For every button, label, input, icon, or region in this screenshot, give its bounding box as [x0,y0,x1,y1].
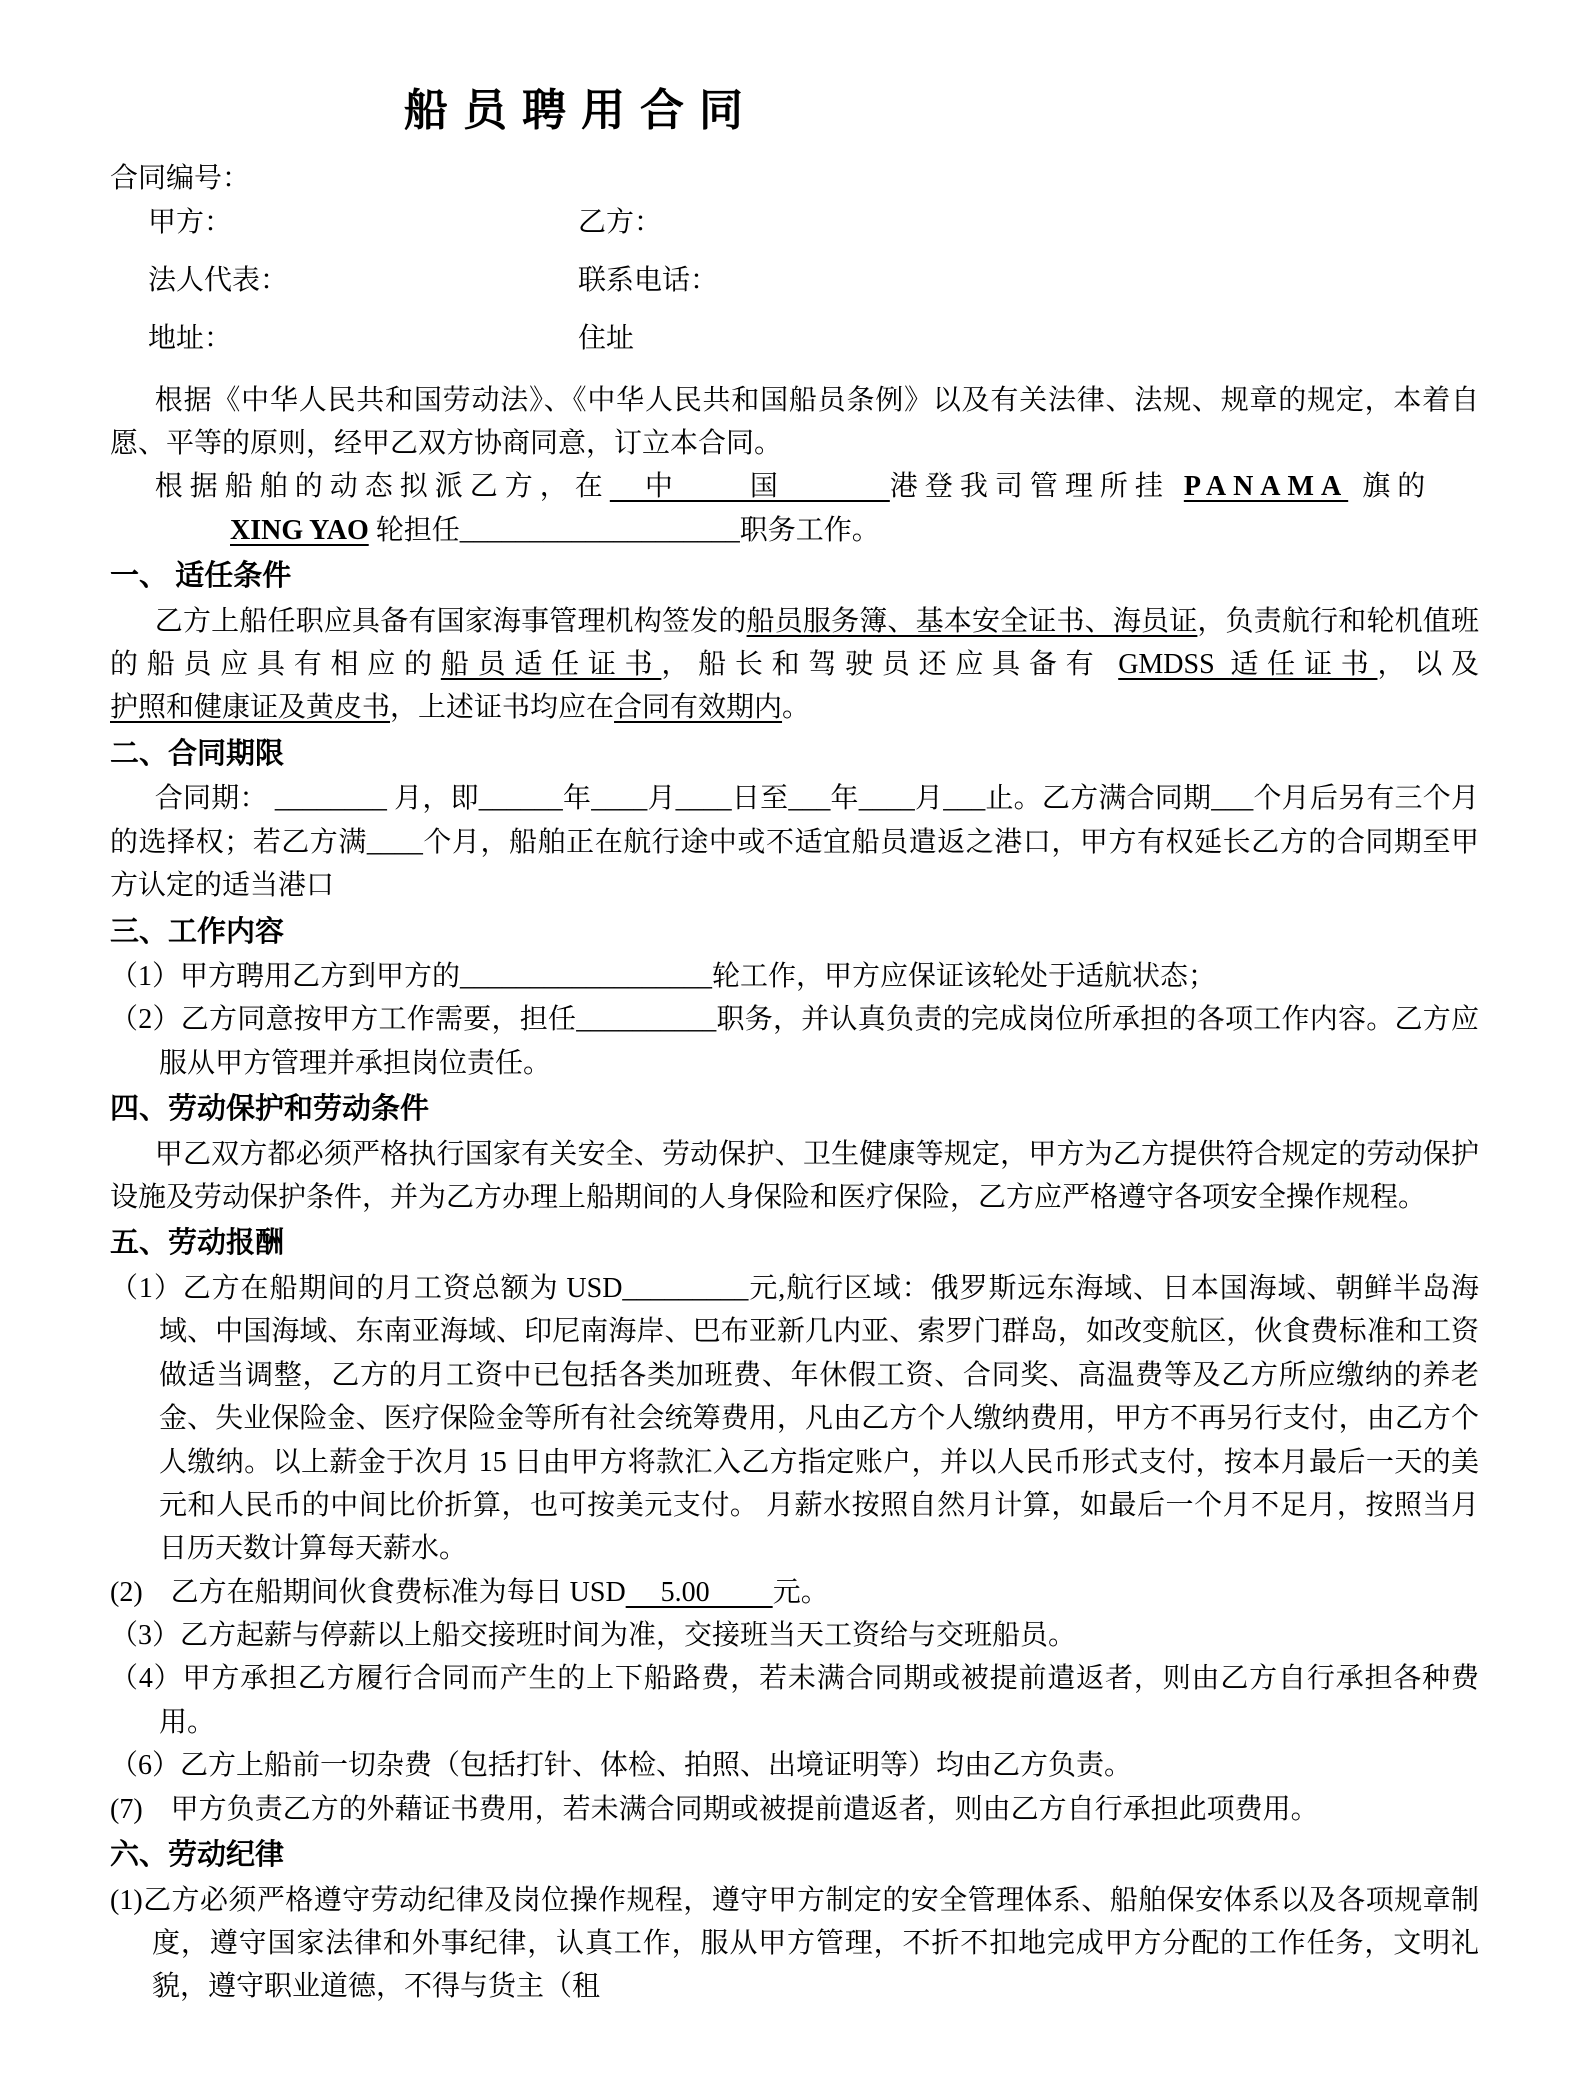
document-title: 船 员 聘 用 合 同 [404,86,745,135]
text-run: 5.00 [625,1576,773,1608]
text-run: (2) 乙方在船期间伙食费标准为每日 USD [110,1576,626,1608]
text-run: 护照和健康证及黄皮书 [110,692,391,724]
text-run: ，船长和驾驶员还应具备有 [661,649,1119,681]
dispatch-line-1 [110,465,1479,508]
address-label: 地址： [148,322,233,354]
section-5-item-4: （4）甲方承担乙方履行合同而产生的上下船路费，若未满合同期或被提前遣返者，则由乙方自行承担各种费用。 [110,1663,1479,1738]
section-5-item-6: （6）乙方上船前一切杂费（包括打针、体检、拍照、出境证明等）均由乙方负责。 [110,1750,1133,1782]
text-run: 职务工作。 [739,514,880,546]
text-run: 船员适任证书 [440,649,662,681]
section-3-item-1: （1）甲方聘用乙方到甲方的__________________轮工作，甲方应保证该轮处于适航状态； [110,961,1217,992]
text-run: ，负责航行和轮机值班的船员应具有相应的 [110,605,1479,681]
text-run: 元。 [772,1576,829,1608]
text-run: 船员服务簿、基本安全证书、海员证 [746,605,1198,637]
party-a-label: 甲方： [148,206,233,238]
section-4-heading: 四、劳动保护和劳动条件 [110,1093,430,1126]
text-run: ____________________ [459,514,740,546]
section-6-heading: 六、劳动纪律 [110,1839,285,1872]
section-4-body: 甲乙双方都必须严格执行国家有关安全、劳动保护、卫生健康等规定，甲方为乙方提供符合规定的劳动保护设施及劳动保护条件，并为乙方办理上船期间的人身保险和医疗保险，乙方应严格遵守各项安全操作规程。 [110,1138,1479,1214]
text-run: 。 [782,692,811,724]
text-run: 合同有效期内 [614,692,783,724]
section-1-body [110,600,1479,730]
party-b-label: 乙方： [578,206,663,238]
text-run: 乙方上船任职应具备有国家海事管理机构签发的 [154,605,747,637]
header-row-rep-phone [110,263,1479,298]
header-row-parties [110,205,1479,240]
residence-label: 住址 [578,322,635,354]
section-2-body: 合同期： ________ 月，即______年____月____日至___年____月___止。乙方满合同期___个月后另有三个月的选择权；若乙方满____个月，船舶正在航行途中或不适宜船员遣返之港口，甲方有权延长乙方的合同期至甲方认定的适当港口 [110,783,1479,902]
section-5-item-2 [110,1571,1479,1614]
dispatch-line-2 [230,509,1479,552]
text-run: GMDSS 适任证书 [1118,649,1378,681]
legal-rep-label: 法人代表： [148,264,289,296]
section-3-heading: 三、工作内容 [110,915,285,948]
text-run: PANAMA [1183,471,1349,503]
section-5-item-7: (7) 甲方负责乙方的外藉证书费用，若未满合同期或被提前遣返者，则由乙方自行承担此项费用。 [110,1793,1319,1825]
section-5-item-1: （1）乙方在船期间的月工资总额为 USD_________元,航行区域：俄罗斯远东海域、日本国海域、朝鲜半岛海域、中国海域、东南亚海域、印尼南海岸、巴布亚新几内亚、索罗门群岛，如改变航区，伙食费标准和工资做适当调整，乙方的月工资中已包括各类加班费、年休假工资、合同奖、高温费等及乙方所应缴纳的养老金、失业保险金、医疗保险金等所有社会统筹费用，凡由乙方个人缴纳费用，甲方不再另行支付，由乙方个人缴纳。以上薪金于次月 15 日由甲方将款汇入乙方指定账户，并以人民币形式支付，按本月最后一天的美元和人民币的中间比价折算，也可按美元支付。 月薪水按照自然月计算，如最后一个月不足月，按照当月日历天数计算每天薪水。 [110,1272,1479,1565]
preamble-paragraph: 根据《中华人民共和国劳动法》、《中华人民共和国船员条例》以及有关法律、法规、规章的规定，本着自愿、平等的原则，经甲乙双方协商同意，订立本合同。 [110,384,1479,459]
section-5-item-3: （3）乙方起薪与停薪以上船交接班时间为准，交接班当天工资给与交班船员。 [110,1620,1077,1652]
contract-no-label: 合同编号： [110,162,251,194]
section-6-item-1: (1)乙方必须严格遵守劳动纪律及岗位操作规程，遵守甲方制定的安全管理体系、船舶保安体系以及各项规章制度，遵守国家法律和外事纪律，认真工作，服从甲方管理，不折不扣地完成甲方分配的工作任务，文明礼貌，遵守职业道德，不得与货主（租 [110,1884,1479,2003]
section-3-item-2: （2）乙方同意按甲方工作需要，担任__________职务，并认真负责的完成岗位所承担的各项工作内容。乙方应服从甲方管理并承担岗位责任。 [110,1004,1479,1079]
section-2-heading: 二、合同期限 [110,737,285,770]
section-1-heading: 一、 适任条件 [110,560,292,593]
text-run: 根据船舶的动态拟派乙方，在 [154,471,610,503]
header-row-address [110,321,1479,356]
phone-label: 联系电话： [578,264,719,296]
text-run: XING YAO [230,514,369,546]
text-run: 中 国 [609,471,890,503]
text-run: ，上述证书均应在 [390,692,615,724]
text-run: ，以及 [1377,649,1479,681]
section-5-heading: 五、劳动报酬 [110,1227,285,1260]
text-run: 轮担任 [368,514,460,546]
text-run: 港登我司管理所挂 [889,471,1184,503]
header-row-contract-no [110,161,1479,196]
text-run: 旗的 [1348,471,1433,503]
